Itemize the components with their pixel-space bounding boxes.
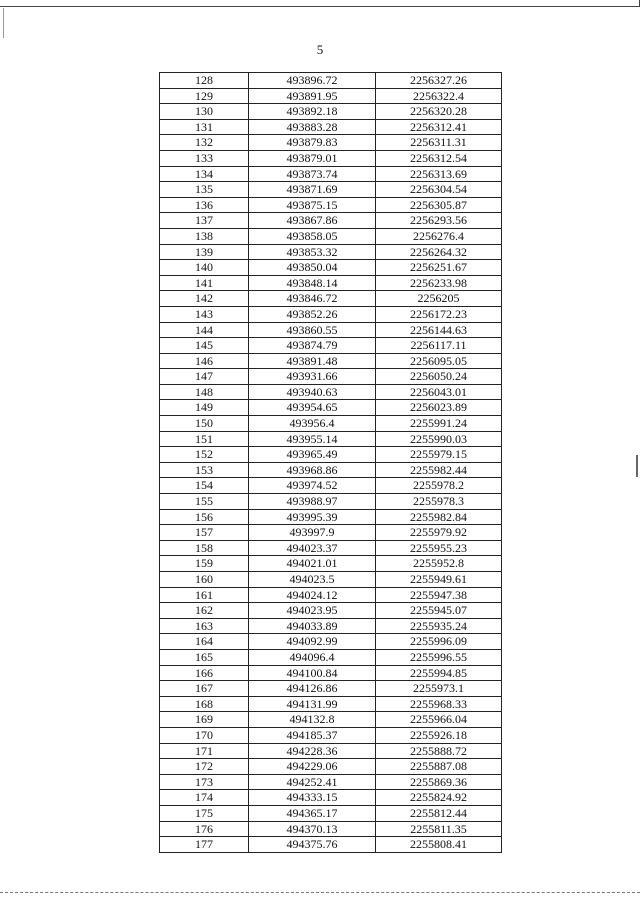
- y-coordinate-cell: 2256172.23: [376, 306, 502, 322]
- y-coordinate-cell: 2256233.98: [376, 275, 502, 291]
- x-coordinate-cell: 493879.83: [249, 135, 376, 151]
- table-row: [160, 322, 502, 338]
- x-coordinate-cell: 493965.49: [249, 447, 376, 463]
- x-coordinate-cell: 494131.99: [249, 696, 376, 712]
- x-coordinate-cell: 493955.14: [249, 431, 376, 447]
- y-coordinate-cell: 2255966.04: [376, 712, 502, 728]
- point-number-cell: 169: [160, 712, 249, 728]
- x-coordinate-cell: 494185.37: [249, 727, 376, 743]
- point-number-cell: 167: [160, 681, 249, 697]
- x-coordinate-cell: 494365.17: [249, 805, 376, 821]
- y-coordinate-cell: 2255996.09: [376, 634, 502, 650]
- table-row: [160, 603, 502, 619]
- table-row: [160, 150, 502, 166]
- point-number-cell: 135: [160, 182, 249, 198]
- table-row: [160, 197, 502, 213]
- table-row: [160, 805, 502, 821]
- y-coordinate-cell: 2256293.56: [376, 213, 502, 229]
- point-number-cell: 133: [160, 150, 249, 166]
- table-row: [160, 634, 502, 650]
- y-coordinate-cell: 2255812.44: [376, 805, 502, 821]
- coordinates-table-body: [160, 73, 502, 853]
- x-coordinate-cell: 494092.99: [249, 634, 376, 650]
- table-row: [160, 213, 502, 229]
- x-coordinate-cell: 493974.52: [249, 478, 376, 494]
- point-number-cell: 130: [160, 104, 249, 120]
- table-row: [160, 540, 502, 556]
- y-coordinate-cell: 2255811.35: [376, 821, 502, 837]
- page-number: 5: [316, 42, 324, 57]
- point-number-cell: 136: [160, 197, 249, 213]
- point-number-cell: 154: [160, 478, 249, 494]
- table-row: [160, 73, 502, 89]
- x-coordinate-cell: 493873.74: [249, 166, 376, 182]
- x-coordinate-cell: 493954.65: [249, 400, 376, 416]
- table-row: [160, 727, 502, 743]
- y-coordinate-cell: 2256276.4: [376, 228, 502, 244]
- table-row: [160, 681, 502, 697]
- x-coordinate-cell: 493988.97: [249, 494, 376, 510]
- table-row: [160, 338, 502, 354]
- y-coordinate-cell: 2255982.84: [376, 509, 502, 525]
- x-coordinate-cell: 494024.12: [249, 587, 376, 603]
- point-number-cell: 164: [160, 634, 249, 650]
- point-number-cell: 139: [160, 244, 249, 260]
- point-number-cell: 177: [160, 837, 249, 853]
- table-row: [160, 790, 502, 806]
- y-coordinate-cell: 2256023.89: [376, 400, 502, 416]
- point-number-cell: 138: [160, 228, 249, 244]
- x-coordinate-cell: 494096.4: [249, 649, 376, 665]
- x-coordinate-cell: 493846.72: [249, 291, 376, 307]
- x-coordinate-cell: 493871.69: [249, 182, 376, 198]
- table-row: [160, 369, 502, 385]
- x-coordinate-cell: 493891.95: [249, 88, 376, 104]
- point-number-cell: 151: [160, 431, 249, 447]
- table-row: [160, 353, 502, 369]
- table-row: [160, 416, 502, 432]
- x-coordinate-cell: 494023.5: [249, 572, 376, 588]
- point-number-cell: 148: [160, 384, 249, 400]
- y-coordinate-cell: 2256043.01: [376, 384, 502, 400]
- x-coordinate-cell: 493995.39: [249, 509, 376, 525]
- point-number-cell: 141: [160, 275, 249, 291]
- y-coordinate-cell: 2255994.85: [376, 665, 502, 681]
- table-row: [160, 509, 502, 525]
- y-coordinate-cell: 2255982.44: [376, 462, 502, 478]
- y-coordinate-cell: 2255888.72: [376, 743, 502, 759]
- coordinates-table: [159, 72, 502, 853]
- table-row: [160, 587, 502, 603]
- point-number-cell: 145: [160, 338, 249, 354]
- table-row: [160, 712, 502, 728]
- bottom-scan-line: [0, 892, 640, 893]
- y-coordinate-cell: 2256312.54: [376, 150, 502, 166]
- point-number-cell: 142: [160, 291, 249, 307]
- point-number-cell: 160: [160, 572, 249, 588]
- table-row: [160, 556, 502, 572]
- x-coordinate-cell: 493883.28: [249, 119, 376, 135]
- x-coordinate-cell: 494023.95: [249, 603, 376, 619]
- point-number-cell: 165: [160, 649, 249, 665]
- y-coordinate-cell: 2255808.41: [376, 837, 502, 853]
- point-number-cell: 156: [160, 509, 249, 525]
- table-row: [160, 572, 502, 588]
- point-number-cell: 168: [160, 696, 249, 712]
- x-coordinate-cell: 494100.84: [249, 665, 376, 681]
- x-coordinate-cell: 493997.9: [249, 525, 376, 541]
- point-number-cell: 131: [160, 119, 249, 135]
- point-number-cell: 173: [160, 774, 249, 790]
- point-number-cell: 137: [160, 213, 249, 229]
- x-coordinate-cell: 493867.86: [249, 213, 376, 229]
- y-coordinate-cell: 2255978.3: [376, 494, 502, 510]
- point-number-cell: 149: [160, 400, 249, 416]
- x-coordinate-cell: 494023.37: [249, 540, 376, 556]
- table-row: [160, 291, 502, 307]
- table-row: [160, 759, 502, 775]
- y-coordinate-cell: 2255979.92: [376, 525, 502, 541]
- point-number-cell: 128: [160, 73, 249, 89]
- point-number-cell: 152: [160, 447, 249, 463]
- point-number-cell: 155: [160, 494, 249, 510]
- y-coordinate-cell: 2256050.24: [376, 369, 502, 385]
- table-row: [160, 525, 502, 541]
- table-row: [160, 649, 502, 665]
- x-coordinate-cell: 493968.86: [249, 462, 376, 478]
- x-coordinate-cell: 493956.4: [249, 416, 376, 432]
- y-coordinate-cell: 2255978.2: [376, 478, 502, 494]
- y-coordinate-cell: 2256205: [376, 291, 502, 307]
- y-coordinate-cell: 2256311.31: [376, 135, 502, 151]
- point-number-cell: 147: [160, 369, 249, 385]
- x-coordinate-cell: 494375.76: [249, 837, 376, 853]
- point-number-cell: 159: [160, 556, 249, 572]
- y-coordinate-cell: 2256117.11: [376, 338, 502, 354]
- point-number-cell: 171: [160, 743, 249, 759]
- point-number-cell: 158: [160, 540, 249, 556]
- x-coordinate-cell: 494252.41: [249, 774, 376, 790]
- x-coordinate-cell: 493892.18: [249, 104, 376, 120]
- point-number-cell: 170: [160, 727, 249, 743]
- y-coordinate-cell: 2255887.08: [376, 759, 502, 775]
- x-coordinate-cell: 493853.32: [249, 244, 376, 260]
- point-number-cell: 140: [160, 260, 249, 276]
- point-number-cell: 146: [160, 353, 249, 369]
- x-coordinate-cell: 493848.14: [249, 275, 376, 291]
- x-coordinate-cell: 493850.04: [249, 260, 376, 276]
- table-row: [160, 244, 502, 260]
- top-border-line: [0, 6, 640, 7]
- table-row: [160, 119, 502, 135]
- table-row: [160, 104, 502, 120]
- y-coordinate-cell: 2256264.32: [376, 244, 502, 260]
- y-coordinate-cell: 2255990.03: [376, 431, 502, 447]
- x-coordinate-cell: 493879.01: [249, 150, 376, 166]
- y-coordinate-cell: 2255955.23: [376, 540, 502, 556]
- point-number-cell: 161: [160, 587, 249, 603]
- point-number-cell: 166: [160, 665, 249, 681]
- table-row: [160, 275, 502, 291]
- x-coordinate-cell: 493940.63: [249, 384, 376, 400]
- y-coordinate-cell: 2256251.67: [376, 260, 502, 276]
- point-number-cell: 174: [160, 790, 249, 806]
- point-number-cell: 163: [160, 618, 249, 634]
- table-row: [160, 400, 502, 416]
- x-coordinate-cell: 493931.66: [249, 369, 376, 385]
- y-coordinate-cell: 2255949.61: [376, 572, 502, 588]
- table-row: [160, 618, 502, 634]
- y-coordinate-cell: 2256320.28: [376, 104, 502, 120]
- point-number-cell: 150: [160, 416, 249, 432]
- y-coordinate-cell: 2256327.26: [376, 73, 502, 89]
- point-number-cell: 129: [160, 88, 249, 104]
- y-coordinate-cell: 2255968.33: [376, 696, 502, 712]
- table-row: [160, 665, 502, 681]
- point-number-cell: 175: [160, 805, 249, 821]
- table-row: [160, 696, 502, 712]
- point-number-cell: 157: [160, 525, 249, 541]
- point-number-cell: 132: [160, 135, 249, 151]
- x-coordinate-cell: 494228.36: [249, 743, 376, 759]
- point-number-cell: 144: [160, 322, 249, 338]
- point-number-cell: 172: [160, 759, 249, 775]
- table-row: [160, 384, 502, 400]
- y-coordinate-cell: 2256312.41: [376, 119, 502, 135]
- x-coordinate-cell: 493874.79: [249, 338, 376, 354]
- table-row: [160, 774, 502, 790]
- x-coordinate-cell: 494033.89: [249, 618, 376, 634]
- table-row: [160, 135, 502, 151]
- x-coordinate-cell: 494021.01: [249, 556, 376, 572]
- point-number-cell: 143: [160, 306, 249, 322]
- x-coordinate-cell: 493860.55: [249, 322, 376, 338]
- y-coordinate-cell: 2256322.4: [376, 88, 502, 104]
- x-coordinate-cell: 493852.26: [249, 306, 376, 322]
- y-coordinate-cell: 2256095.05: [376, 353, 502, 369]
- table-row: [160, 821, 502, 837]
- x-coordinate-cell: 494333.15: [249, 790, 376, 806]
- table-row: [160, 743, 502, 759]
- y-coordinate-cell: 2255979.15: [376, 447, 502, 463]
- y-coordinate-cell: 2255869.36: [376, 774, 502, 790]
- y-coordinate-cell: 2256304.54: [376, 182, 502, 198]
- y-coordinate-cell: 2255947.38: [376, 587, 502, 603]
- y-coordinate-cell: 2255952.8: [376, 556, 502, 572]
- x-coordinate-cell: 494370.13: [249, 821, 376, 837]
- table-row: [160, 478, 502, 494]
- y-coordinate-cell: 2256313.69: [376, 166, 502, 182]
- x-coordinate-cell: 493875.15: [249, 197, 376, 213]
- point-number-cell: 153: [160, 462, 249, 478]
- point-number-cell: 176: [160, 821, 249, 837]
- table-row: [160, 228, 502, 244]
- x-coordinate-cell: 494132.8: [249, 712, 376, 728]
- y-coordinate-cell: 2255926.18: [376, 727, 502, 743]
- left-edge-mark: [3, 8, 4, 38]
- x-coordinate-cell: 494229.06: [249, 759, 376, 775]
- table-row: [160, 88, 502, 104]
- table-row: [160, 182, 502, 198]
- table-row: [160, 166, 502, 182]
- point-number-cell: 162: [160, 603, 249, 619]
- point-number-cell: 134: [160, 166, 249, 182]
- x-coordinate-cell: 494126.86: [249, 681, 376, 697]
- y-coordinate-cell: 2255935.24: [376, 618, 502, 634]
- y-coordinate-cell: 2256144.63: [376, 322, 502, 338]
- y-coordinate-cell: 2255824.92: [376, 790, 502, 806]
- table-row: [160, 462, 502, 478]
- table-row: [160, 494, 502, 510]
- y-coordinate-cell: 2255996.55: [376, 649, 502, 665]
- x-coordinate-cell: 493896.72: [249, 73, 376, 89]
- y-coordinate-cell: 2255945.07: [376, 603, 502, 619]
- table-row: [160, 447, 502, 463]
- table-row: [160, 306, 502, 322]
- table-row: [160, 260, 502, 276]
- table-row: [160, 837, 502, 853]
- y-coordinate-cell: 2255991.24: [376, 416, 502, 432]
- x-coordinate-cell: 493858.05: [249, 228, 376, 244]
- y-coordinate-cell: 2256305.87: [376, 197, 502, 213]
- table-row: [160, 431, 502, 447]
- scan-edge-mark: [636, 455, 638, 477]
- y-coordinate-cell: 2255973.1: [376, 681, 502, 697]
- x-coordinate-cell: 493891.48: [249, 353, 376, 369]
